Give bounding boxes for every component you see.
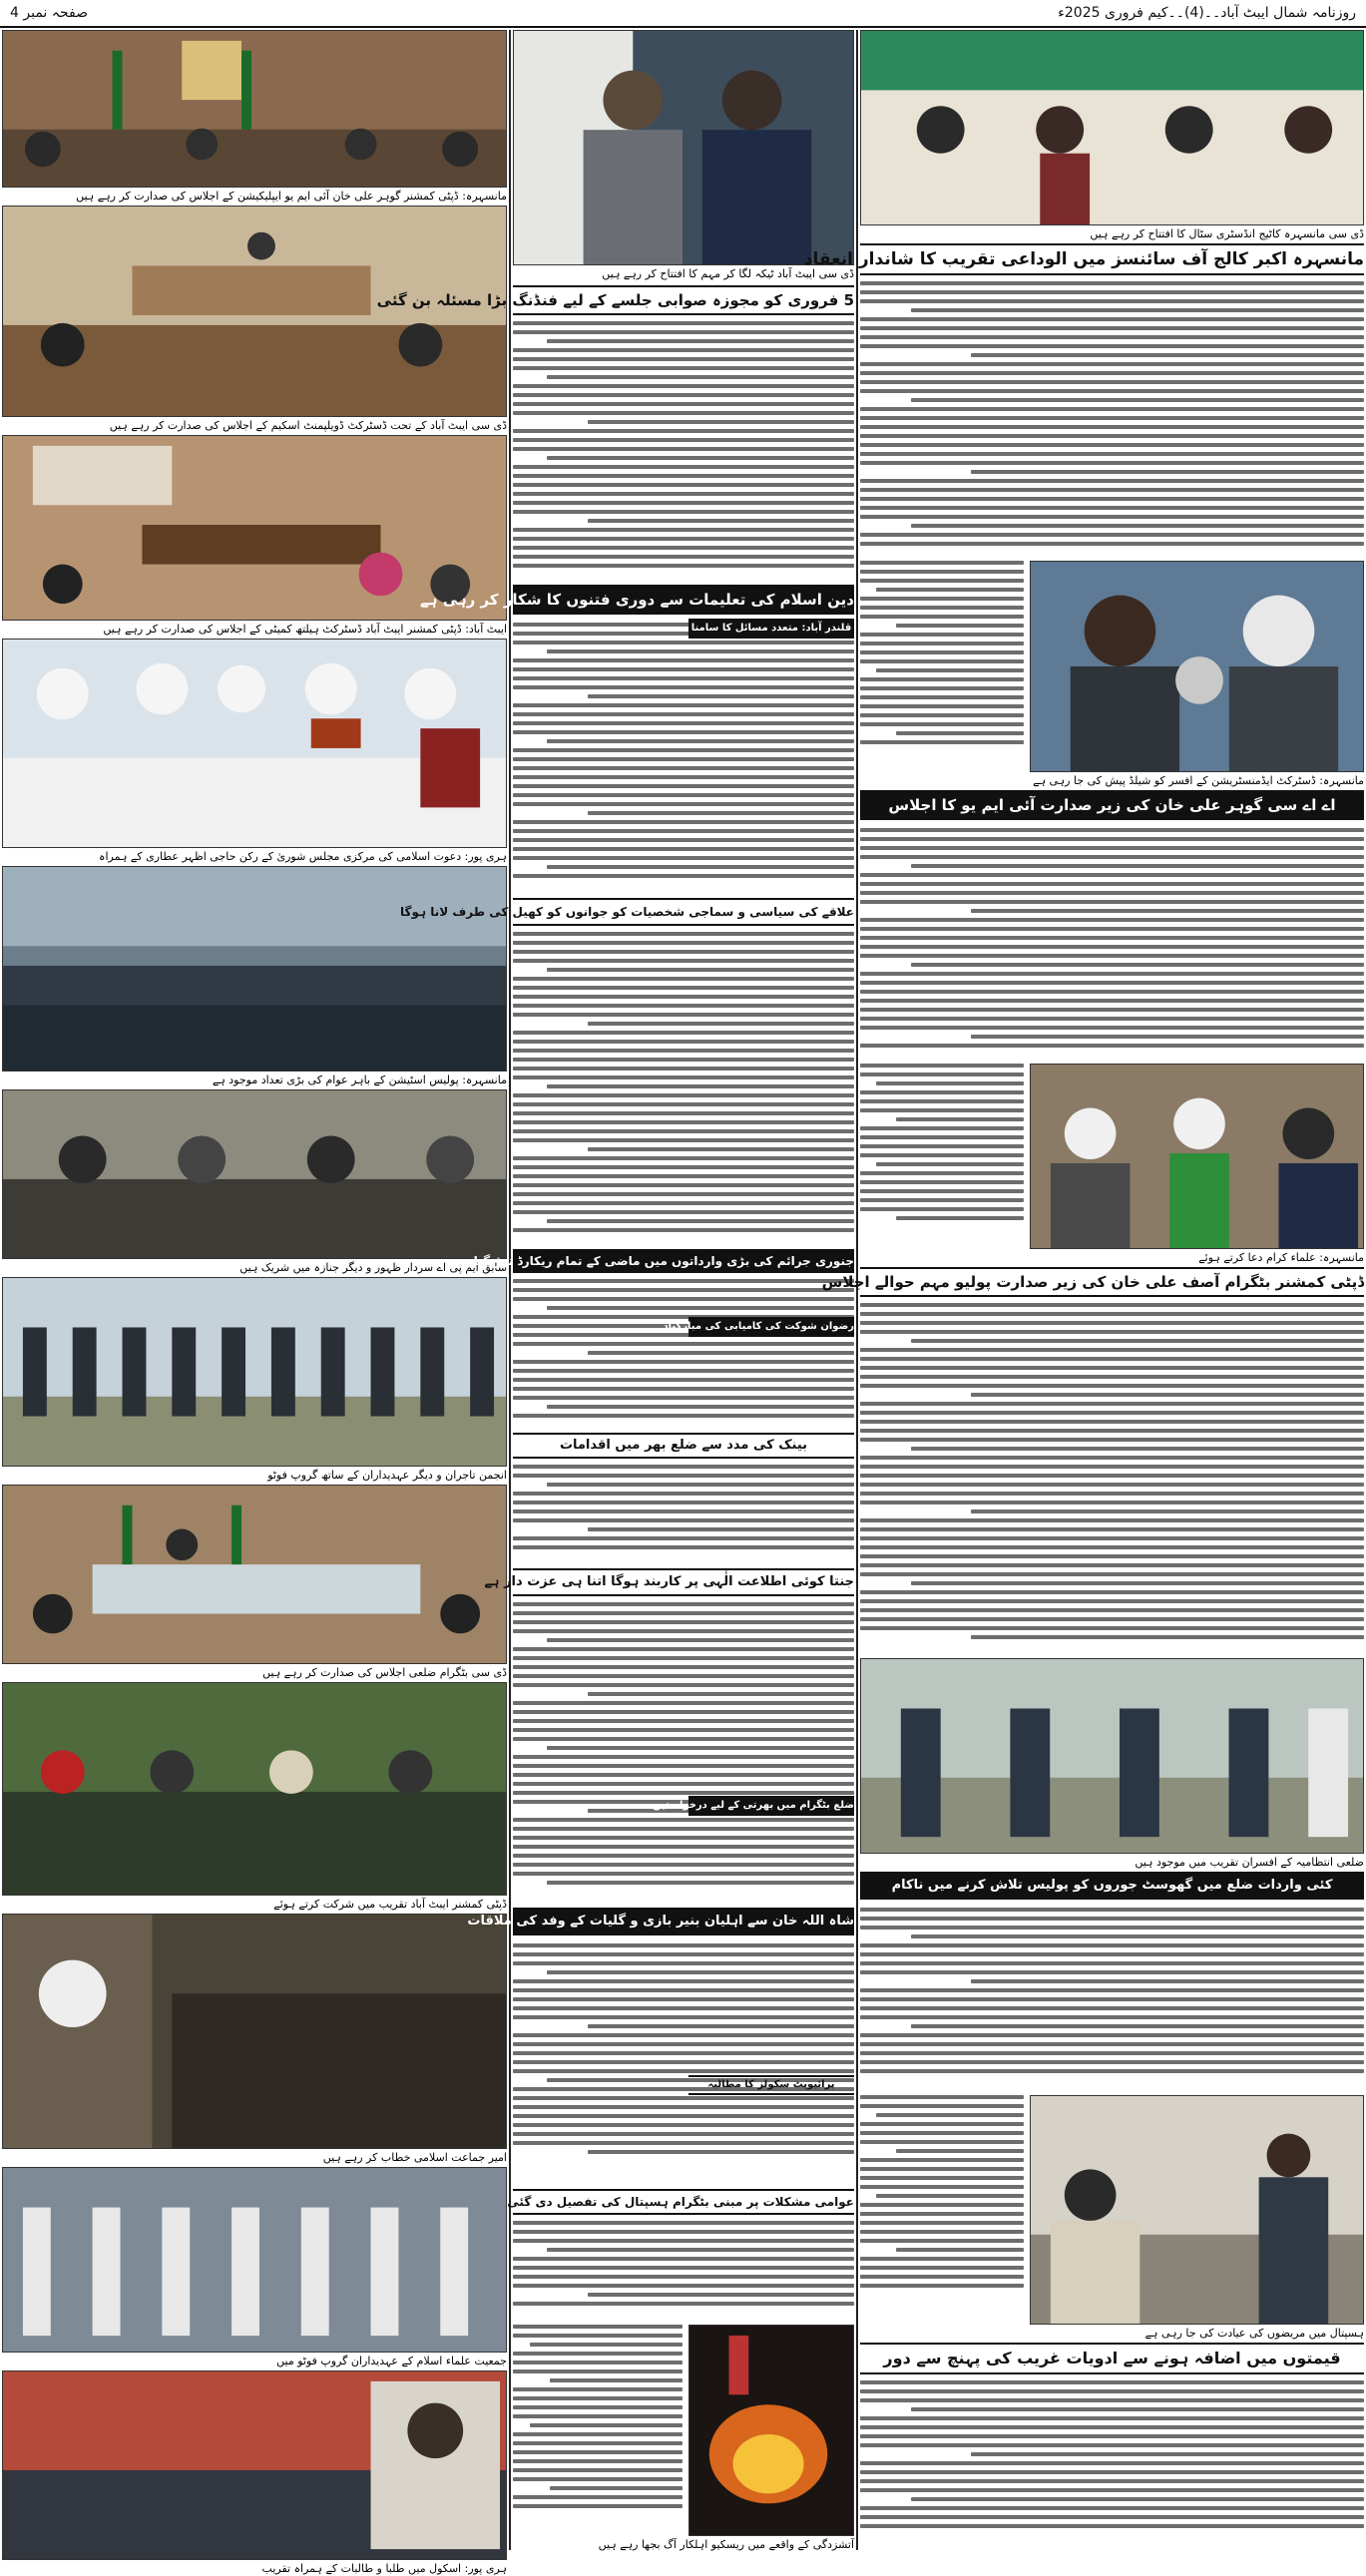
- article-body: [860, 1303, 1364, 1652]
- column-rule: [509, 30, 511, 2550]
- headline: کئی واردات ضلع میں گھوسٹ جوروں کو پولیس تلاش کرنے میں ناکام: [860, 1872, 1364, 1900]
- photo-caption: ڈی سی ایبٹ آباد ٹیکہ لگا کر مہم کا افتتاح کر رہے ہیں: [602, 267, 854, 280]
- headline: جنتا کوئی اطلاعت الٰہی پر کاربند ہوگا اتنا ہی عزت دار ہے: [513, 1568, 854, 1596]
- article-body: [513, 321, 854, 579]
- photo-caption: سابق ایم پی اے سردار ظہور و دیگر جنازہ میں شریک ہیں: [239, 1261, 507, 1274]
- photo-caption: ضلعی انتظامیہ کے افسران تقریب میں موجود ہیں: [1135, 1856, 1364, 1869]
- headline: علاقے کی سیاسی و سماجی شخصیات کو جوانوں کو کھیل کی طرف لانا ہوگا: [513, 898, 854, 926]
- masthead: [0, 0, 1366, 28]
- box-heading: رضوان شوکت کی کامیابی کی مبارکباد: [688, 1317, 854, 1337]
- headline: 5 فروری کو مجوزہ صوابی جلسے کے لیے فنڈنگ بڑا مسئلہ بن گئی: [513, 285, 854, 315]
- headline: بینک کی مدد سے ضلع بھر میں اقدامات: [513, 1433, 854, 1459]
- article-body: [513, 1465, 854, 1564]
- photo-ceremony: [2, 1682, 507, 1896]
- headline: دین اسلام کی تعلیمات سے دوری فتنوں کا شکار کر رہی ہے: [513, 585, 854, 615]
- photo-stall-opening: [860, 30, 1364, 225]
- article-body: [860, 2380, 1364, 2548]
- photo-caption: آتشزدگی کے واقعے میں ریسکیو اہلکار آگ بجھا رہے ہیں: [598, 2538, 854, 2551]
- left-photo-column: [2, 30, 507, 2575]
- article-body: [860, 2095, 1024, 2325]
- photo-fire: [688, 2325, 854, 2536]
- article-body: [513, 2221, 854, 2321]
- photo-caption: ہری پور: اسکول میں طلبا و طالبات کے ہمراہ تقریب: [261, 2562, 507, 2575]
- photo-prayer: [1030, 1064, 1364, 1249]
- article-body: [513, 1279, 854, 1429]
- headline: شاہ اللہ خان سے اہلیان بنیر بازی و گلیات کے وفد کی ملاقات: [513, 1908, 854, 1935]
- photo-group-outdoor: [2, 1277, 507, 1467]
- article-body: [860, 1908, 1364, 2089]
- page-number: صفحہ نمبر 4: [10, 5, 88, 21]
- photo-caption: مانسہرہ: علماء کرام دعا کرتے ہوئے: [1198, 1251, 1364, 1264]
- masthead-line: روزنامہ شمال ایبٹ آباد۔۔(4)۔۔کیم فروری 2025ء: [1058, 5, 1356, 21]
- photo-meeting-1: [2, 30, 507, 188]
- photo-school-event: [2, 2370, 507, 2560]
- article-body: [860, 1064, 1024, 1249]
- headline: ڈپٹی کمشنر بٹگرام آصف علی خان کی زیر صدارت پولیو مہم حوالے اجلاس: [860, 1267, 1364, 1297]
- photo-caption: انجمن تاجران و دیگر عہدیداران کے ساتھ گروپ فوٹو: [267, 1469, 507, 1482]
- photo-caption: ڈی سی بٹگرام ضلعی اجلاس کی صدارت کر رہے ہیں: [262, 1666, 507, 1679]
- photo-caption: مانسہرہ: ڈسٹرکٹ ایڈمنسٹریشن کے افسر کو شیلڈ پیش کی جا رہی ہے: [1033, 774, 1364, 787]
- box-heading: ضلع بٹگرام میں بھرتی کے لیے درخواستیں: [688, 1796, 854, 1816]
- box-heading: پرائیویٹ سکولز کا مطالبہ: [688, 2075, 854, 2095]
- photo-meeting-4: [2, 1485, 507, 1664]
- photo-jui-group: [2, 2167, 507, 2353]
- headline: قیمتوں میں اضافہ ہونے سے ادویات غریب کی پہنچ سے دور: [860, 2343, 1364, 2374]
- box-heading: قلندر آباد: متعدد مسائل کا سامنا: [688, 619, 854, 639]
- photo-caption: ڈی سی مانسہرہ کاٹیج انڈسٹری سٹال کا افتتاح کر رہے ہیں: [1090, 227, 1364, 240]
- headline: اے اے سی گوہر علی خان کی زیر صدارت آئی ایم یو کا اجلاس: [860, 790, 1364, 820]
- article-body: [860, 561, 1024, 772]
- article-body: [513, 932, 854, 1243]
- photo-caption: مانسہرہ: پولیس اسٹیشن کے باہر عوام کی بڑی تعداد موجود ہے: [212, 1073, 507, 1086]
- photo-caption: مانسہرہ: ڈپٹی کمشنر گوہر علی خان آئی ایم یو ایپلیکیشن کے اجلاس کی صدارت کر رہے ہیں: [76, 190, 507, 203]
- photo-religious-group: [2, 639, 507, 848]
- photo-crowd: [2, 866, 507, 1072]
- article-body: [860, 281, 1364, 557]
- photo-caption: ہری پور: دعوت اسلامی کی مرکزی مجلس شوریٰ کے رکن حاجی اظہر عطاری کے ہمراہ: [99, 850, 507, 863]
- headline: عوامی مشکلات پر مبنی بٹگرام ہسپتال کی تفصیل دی گئی: [513, 2189, 854, 2215]
- photo-caption: جمعیت علماء اسلام کے عہدیداران گروپ فوٹو میں: [276, 2355, 507, 2367]
- article-body: [513, 1602, 854, 1902]
- headline: مانسہرہ اکبر کالج آف سائنسز میں الوداعی تقریب کا شاندار انعقاد: [860, 243, 1364, 275]
- photo-officials-outdoor: [860, 1658, 1364, 1854]
- photo-caption: امیر جماعت اسلامی خطاب کر رہے ہیں: [322, 2151, 507, 2164]
- photo-caption: ہسپتال میں مریضوں کی عیادت کی جا رہی ہے: [1144, 2327, 1364, 2340]
- photo-caption: ڈی سی ایبٹ آباد کے تحت ڈسٹرکٹ ڈویلپمنٹ اسکیم کے اجلاس کی صدارت کر رہے ہیں: [109, 419, 507, 432]
- photo-funeral: [2, 1089, 507, 1259]
- article-body: [513, 623, 854, 892]
- article-body: [860, 828, 1364, 1060]
- photo-shield-presentation: [1030, 561, 1364, 772]
- photo-speech-hall: [2, 1914, 507, 2149]
- photo-caption: ایبٹ آباد: ڈپٹی کمشنر ایبٹ آباد ڈسٹرکٹ ہیلتھ کمیٹی کے اجلاس کی صدارت کر رہے ہیں: [103, 623, 507, 636]
- article-body: [513, 1943, 854, 2183]
- headline: جنوری جرائم کی بڑی وارداتوں میں ماضی کے تمام ریکارڈ توڑ گیا: [513, 1249, 854, 1273]
- photo-vaccination: [513, 30, 854, 265]
- photo-hospital-visit: [1030, 2095, 1364, 2325]
- photo-caption: ڈپٹی کمشنر ایبٹ آباد تقریب میں شرکت کرتے ہوئے: [273, 1898, 507, 1911]
- article-body: [513, 2325, 683, 2536]
- right-column: [803, 30, 1364, 2550]
